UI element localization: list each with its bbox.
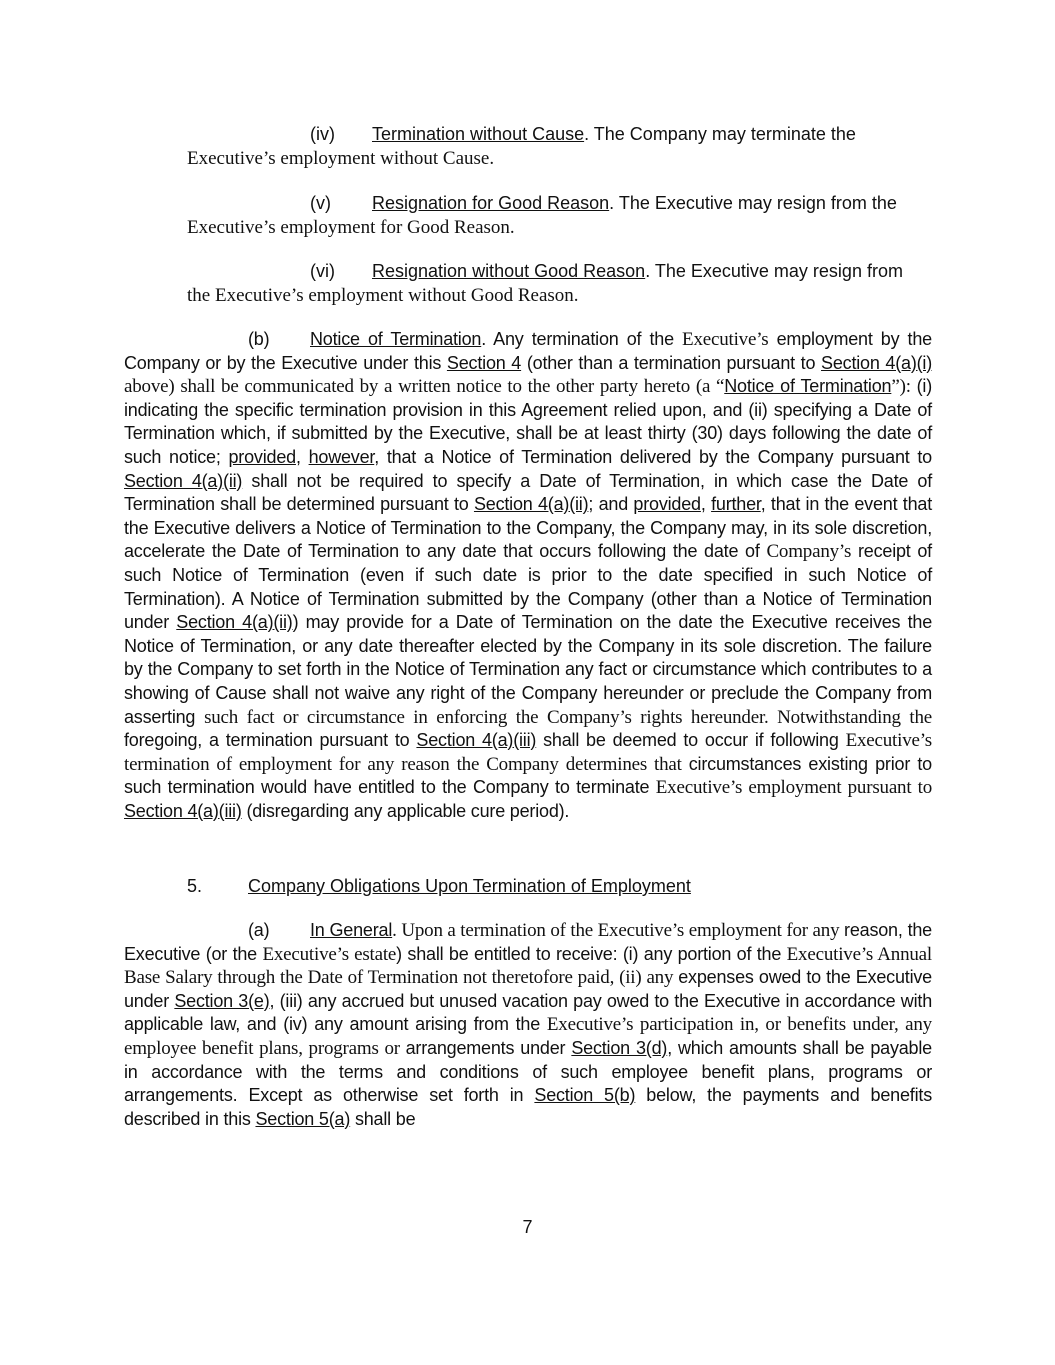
clause-number: (iv) [310,124,335,144]
cross-reference: Section 4 [446,352,522,373]
clause-first-line: (vi) Resignation without Good Reason. The Executive may resign from [310,261,903,281]
cross-reference: Section 4(a)(i) [821,352,933,373]
clause-number: (v) [310,193,331,213]
clause-title: Termination without Cause [372,124,585,144]
clause-4a-vi [187,259,927,308]
clause-title: Notice of Termination [310,329,482,349]
clause-title: Resignation for Good Reason [372,193,610,213]
section-heading [187,874,691,898]
clause-first-line: (iv) Termination without Cause. The Company may terminate the [310,124,856,144]
clause-number: (b) [248,329,270,349]
cross-reference: Section 4(a)(ii) [176,612,293,633]
cross-reference: Section 4(a)(ii) [124,470,243,491]
clause-4b-notice-of-termination: (b) Notice of Termination. Any termination of the Executive’s employment by the Company or by the Executive under this Section 4 (other than a termination pursuant to Section 4(a)(i) above) shall be communicated by a written notice to the other party hereto (a “Notice of Termination”): (i) indicating the specific termination provision in this Agreement relied upon, and (ii) specifying a Date of Termination which, if submitted by the Executive, shall be at least thirty (30) days following the date of such notice; provided, however, that a Notice of Termination delivered by the Company pursuant to Section 4(a)(ii) shall not be required to specify a Date of Termination, in which case the Date of Termination shall be determined pursuant to Section 4(a)(ii); and provided, further, that in the event that the Executive delivers a Notice of Termination to the Company, the Company may, in its sole discretion, accelerate the Date of Termination to any date that occurs following the date of Company’s receipt of such Notice of Termination (even if such date is prior to the date specified in such Notice of Termination). A Notice of Termination submitted by the Company (other than a Notice of Termination under Section 4(a)(ii)) may provide for a Date of Termination on the date the Executive receives the Notice of Termination, or any date thereafter elected by the Company in its sole discretion. The failure by the Company to set forth in the Notice of Termination any fact or circumstance which contributes to a showing of Cause shall not waive any right of the Company hereunder or preclude the Company from asserting such fact or circumstance in enforcing the Company’s rights hereunder. Notwithstanding the foregoing, a termination pursuant to Section 4(a)(iii) shall be deemed to occur if following Executive’s termination of employment for any reason the Company determines that circumstances existing prior to such termination would have entitled to the Company to terminate Executive’s employment pursuant to Section 4(a)(iii) (disregarding any applicable cure period). [124,329,933,821]
clause-body: Executive’s employment without Cause. [187,148,495,169]
cross-reference: Section 4(a)(iii) [124,800,242,821]
page-number: 7 [522,1217,533,1237]
clause-body: Executive’s employment for Good Reason. [187,217,515,238]
clause-number: (vi) [310,261,335,281]
clause-first-line: (v) Resignation for Good Reason. The Executive may resign from the [310,193,897,213]
cross-reference: Section 3(e) [174,990,270,1011]
clause-5a-in-general: (a) In General. Upon a termination of the Executive’s employment for any reason, the Executive (or the Executive’s estate) shall be entitled to receive: (i) any portion of the Executive’s Annual Base Salary through the Date of Termination not theretofore paid, (ii) any expenses owed to the Executive under Section 3(e), (iii) any accrued but unused vacation pay owed to the Executive in accordance with applicable law, and (iv) any amount arising from the Executive’s participation in, or benefits under, any employee benefit plans, programs or arrangements under Section 3(d), which amounts shall be payable in accordance with the terms and conditions of such employee benefit plans, programs or arrangements. Except as otherwise set forth in Section 5(b) below, the payments and benefits described in this Section 5(a) shall be [124,920,933,1129]
clause-4a-v [187,191,927,240]
clause-title: In General [310,920,393,940]
clause-number: (a) [248,920,270,940]
cross-reference: Section 4(a)(iii) [416,730,537,751]
cross-reference: Section 3(d) [571,1037,668,1058]
cross-reference: Section 5(b) [534,1085,636,1106]
section-number: 5. [187,876,203,896]
clause-4a-iv [187,122,927,171]
cross-reference: Section 4(a)(ii) [473,494,589,515]
cross-reference: Section 5(a) [255,1108,351,1129]
section-title: Company Obligations Upon Termination of Employment [248,876,691,896]
defined-term: Notice of Termination [724,376,892,397]
clause-body: the Executive’s employment without Good Reason. [187,285,579,306]
clause-title: Resignation without Good Reason [372,261,646,281]
